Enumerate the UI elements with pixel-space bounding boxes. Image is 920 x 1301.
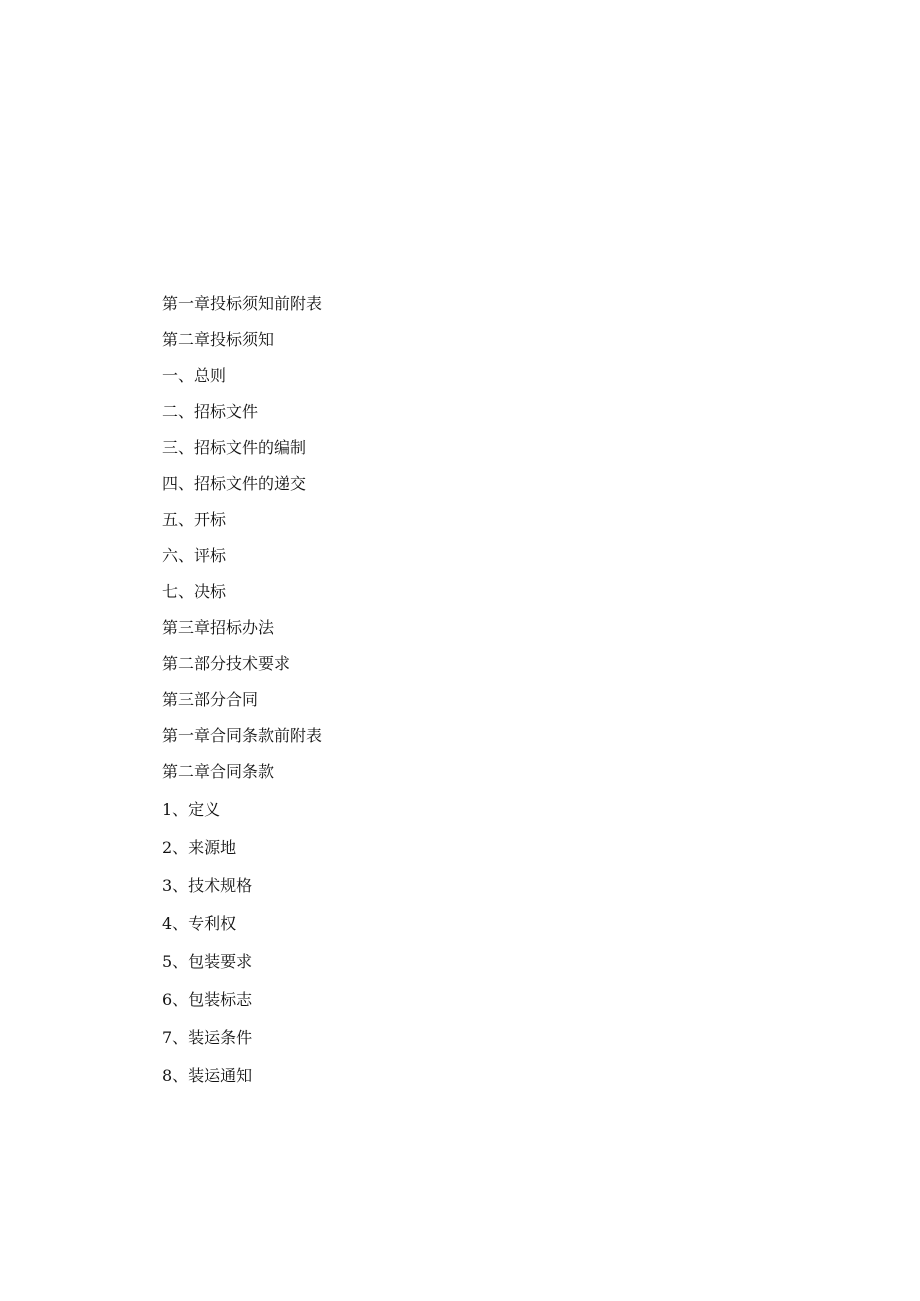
toc-item[interactable]: 第二章合同条款 [162,762,275,781]
toc-item[interactable]: 8、装运通知 [162,1066,253,1085]
toc-item[interactable]: 二、招标文件 [162,402,259,421]
toc-item[interactable]: 四、招标文件的递交 [162,474,307,493]
toc-item[interactable]: 6、包装标志 [162,990,253,1009]
toc-item[interactable]: 第二部分技术要求 [162,654,291,673]
table-of-contents [162,295,322,1105]
toc-item[interactable]: 六、评标 [162,546,227,565]
toc-item[interactable]: 第三部分合同 [162,690,259,709]
toc-item[interactable]: 3、技术规格 [162,876,253,895]
toc-item[interactable]: 一、总则 [162,366,227,385]
toc-item[interactable]: 5、包装要求 [162,952,253,971]
toc-item[interactable]: 4、专利权 [162,914,237,933]
toc-item[interactable]: 第二章投标须知 [162,330,275,349]
toc-item[interactable]: 第一章合同条款前附表 [162,726,323,745]
toc-item[interactable]: 七、决标 [162,582,227,601]
toc-item[interactable]: 五、开标 [162,510,227,529]
toc-item[interactable]: 2、来源地 [162,838,237,857]
toc-item[interactable]: 第三章招标办法 [162,618,275,637]
toc-item[interactable]: 7、装运条件 [162,1028,253,1047]
toc-item[interactable]: 1、定义 [162,800,221,819]
toc-item[interactable]: 第一章投标须知前附表 [162,294,323,313]
toc-item[interactable]: 三、招标文件的编制 [162,438,307,457]
